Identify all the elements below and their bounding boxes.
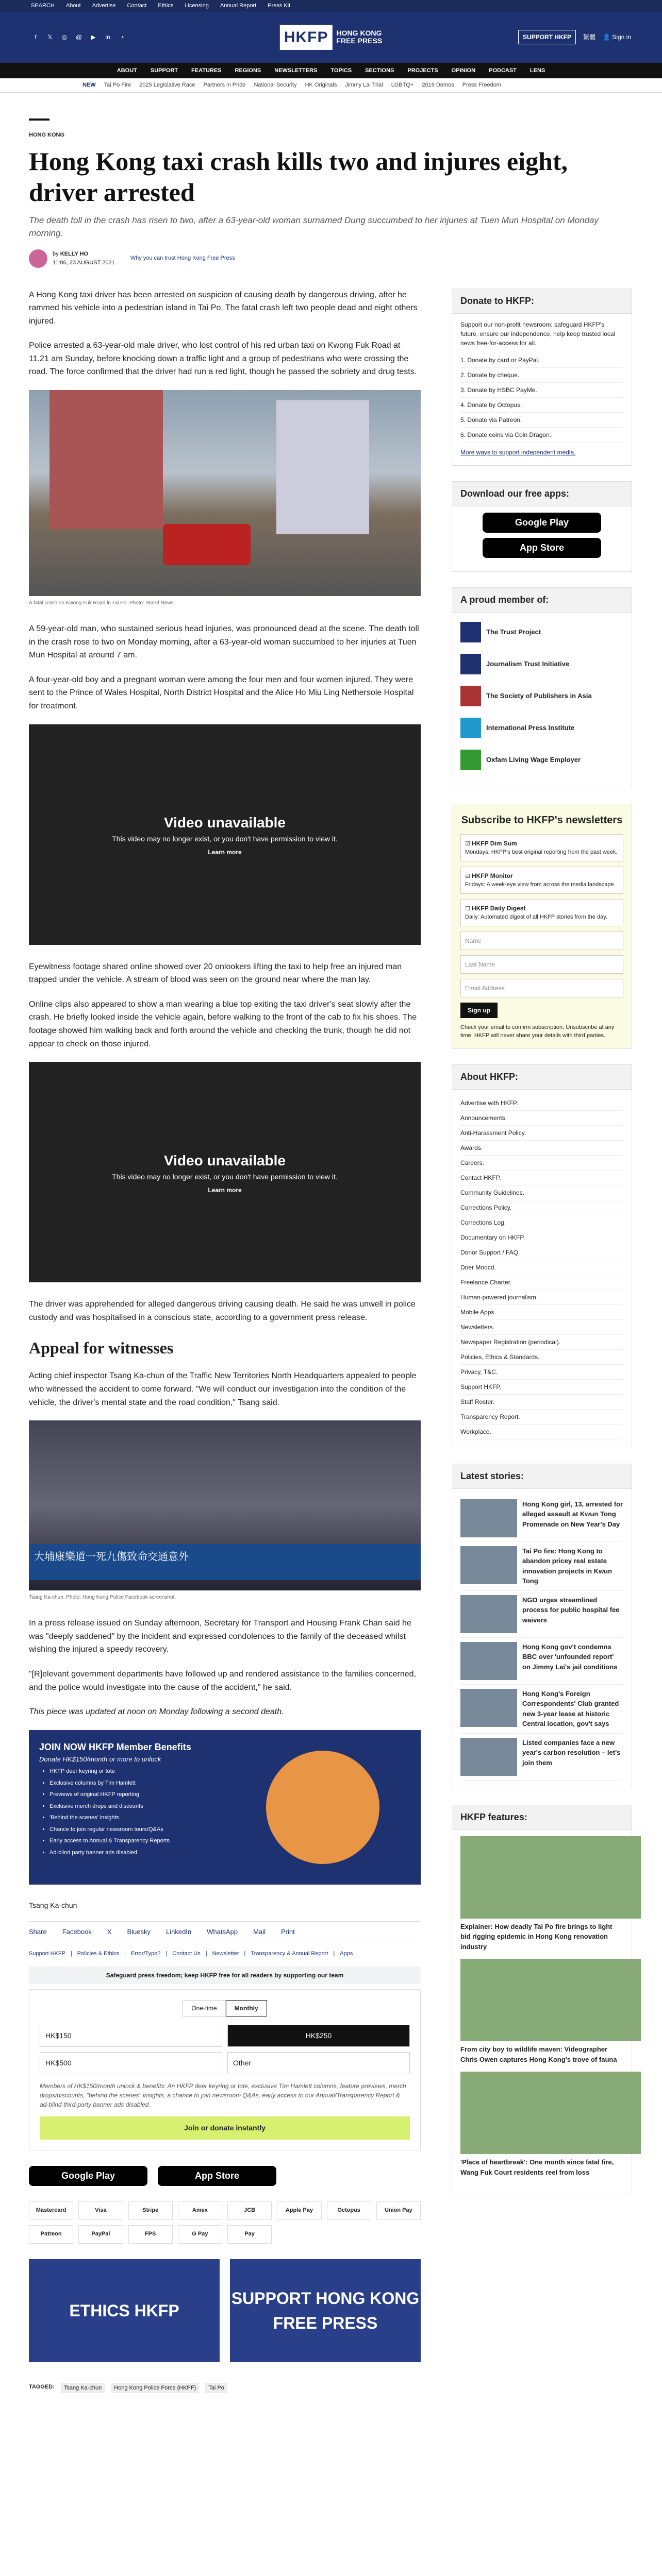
payment-methods (29, 2201, 421, 2244)
policies-link[interactable]: Policies & Ethics (77, 1951, 120, 1957)
about-link[interactable]: Announcements. (460, 1111, 623, 1126)
share-mail[interactable]: Mail (253, 1927, 266, 1936)
newsletter-note: Check your email to confirm subscription. Unsubscribe at any time. HKFP will never share your details with third parties. (460, 1024, 615, 1039)
author-signature: Tsang Ka-chun (29, 1901, 77, 1909)
about-link[interactable]: Workplace. (460, 1425, 623, 1439)
feature-title[interactable]: Explainer: How deadly Tai Po fire brings to light bid rigging epidemic in Hong Kong renovation industry (460, 1922, 613, 1951)
benefit-item: • HKFP deer keyring or tote (49, 1767, 410, 1776)
video-title: Video unavailable (163, 815, 286, 831)
photo-banner-text: 大埔康樂道一死九傷致命交通意外 (29, 1544, 421, 1580)
trending-link[interactable]: HK Originals (305, 82, 337, 89)
mastercard-icon: Mastercard (29, 2201, 73, 2220)
section-heading: Appeal for witnesses (29, 1338, 174, 1358)
latest-box (452, 1464, 632, 1789)
annual-report-link[interactable]: Annual Report (220, 2, 257, 9)
video-learn-more[interactable]: Learn more (208, 849, 242, 856)
paypal-icon: PayPal (78, 2225, 123, 2244)
membership-heading: A proud member of: (452, 588, 632, 613)
octopus-icon: Octopus (327, 2201, 371, 2220)
about-link[interactable]: Transparency Report. (460, 1410, 623, 1425)
story-thumbnail (460, 1595, 517, 1633)
about-link[interactable]: Support HKFP. (460, 1380, 623, 1395)
visa-icon: Visa (78, 2201, 123, 2220)
story-title[interactable]: Tai Po fire: Hong Kong to abandon pricey real estate innovation projects in Kwun Tong (522, 1547, 613, 1585)
facebook-icon[interactable]: f (35, 33, 37, 41)
story-thumbnail (460, 1738, 517, 1776)
main-nav (0, 63, 662, 78)
top-utility-bar (0, 0, 662, 11)
donate-option[interactable]: 5. Donate via Patreon. (460, 413, 623, 428)
about-link[interactable]: Corrections Log. (460, 1215, 623, 1230)
feature-image[interactable] (460, 1836, 641, 1919)
benefit-item: • Exclusive columns by Tim Hamlett (49, 1779, 410, 1788)
benefit-item: • Early access to Annual & Transparency Reports (49, 1837, 410, 1845)
about-link[interactable]: Documentary on HKFP. (460, 1230, 623, 1245)
member-logo[interactable] (460, 684, 623, 708)
share-print[interactable]: Print (280, 1927, 295, 1936)
gpay-icon: G Pay (178, 2225, 222, 2244)
nav-regions[interactable]: REGIONS (235, 67, 261, 74)
feature-title[interactable]: From city boy to wildlife maven: Videographer Chris Owen captures Hong Kong's trove of fauna (460, 2045, 617, 2063)
features-box (452, 1805, 632, 2194)
support-link[interactable]: Support HKFP (29, 1951, 65, 1957)
feature-image[interactable] (460, 2072, 641, 2154)
amount-other[interactable]: Other (227, 2052, 410, 2074)
share-facebook[interactable]: Facebook (62, 1927, 92, 1936)
author-name[interactable]: KELLY HO (60, 251, 89, 257)
nav-projects[interactable]: PROJECTS (407, 67, 438, 74)
about-link[interactable]: Doer Moocd. (460, 1260, 623, 1275)
story-thumbnail (460, 1642, 517, 1680)
member-name: The Society of Publishers in Asia (486, 691, 592, 700)
trending-link[interactable]: National Security (254, 82, 297, 89)
ethics-link[interactable]: Ethics (158, 2, 174, 9)
press-conference-photo (29, 1420, 421, 1590)
sidebar (452, 289, 632, 2394)
paragraph: The driver was apprehended for alleged dangerous driving causing death. He said he was unwell in police custody and was hospitalised in a conscious state, according to a government press release. (29, 1300, 416, 1322)
publish-date: 11:06, 23 AUGUST 2021 (53, 259, 115, 266)
apps-heading: Download our free apps: (452, 482, 632, 506)
donate-description: Members of HK$150/month unlock & benefits: An HKFP deer keyring or tote, exclusive Tim Hamlett columns, feature previews, merch drops/discounts, "behind the scenes" insights, a chance to join newsroom Q&As, early access to our Annual/Transparency Report & ad-blind third-party banner ads disabled. (40, 2082, 406, 2108)
contact-link[interactable]: Contact Us (172, 1951, 201, 1957)
about-heading: About HKFP: (452, 1065, 632, 1090)
about-link[interactable]: About (65, 2, 81, 9)
features-heading: HKFP features: (452, 1805, 632, 1830)
signup-button[interactable]: Sign up (460, 1003, 498, 1018)
about-link[interactable]: Human-powered journalism. (460, 1290, 623, 1305)
licensing-link[interactable]: Licensing (185, 2, 209, 9)
amount-option[interactable]: HK$150 (40, 2025, 222, 2047)
email-field[interactable]: Email Address (460, 979, 623, 997)
app-store-badges (29, 2166, 421, 2186)
donate-option[interactable]: 3. Donate by HSBC PayMe. (460, 383, 623, 398)
frequency-monthly[interactable]: Monthly (226, 2000, 267, 2016)
latest-story[interactable] (460, 1591, 623, 1638)
apps-link[interactable]: Apps (340, 1951, 353, 1957)
footer-links: Support HKFP | Policies & Ethics | Error/Typo? | Contact Us | Newsletter | Transparency & Annual Report | Apps (29, 1950, 421, 1958)
amex-icon: Amex (178, 2201, 222, 2220)
about-link[interactable]: Newspaper Registration (periodical). (460, 1335, 623, 1350)
story-thumbnail (460, 1546, 517, 1584)
trending-link[interactable]: Press Freedom (462, 82, 501, 89)
donate-option[interactable]: 1. Donate by card or PayPal. (460, 353, 623, 368)
paragraph: "[R]elevant government departments have followed up and rendered assistance to the families concerned, and the police would investigate into the cause of the accident," he said. (29, 1669, 417, 1692)
nav-support[interactable]: SUPPORT (150, 67, 178, 74)
donate-widget (29, 1989, 421, 2150)
newsletter-name: HKFP Daily Digest (471, 904, 526, 912)
promo-title: HKFP Member Benefits (89, 1741, 191, 1752)
author-avatar (29, 249, 47, 268)
feature-image[interactable] (460, 1959, 641, 2041)
benefit-item: • Previews of original HKFP reporting (49, 1790, 410, 1799)
member-logo[interactable] (460, 716, 623, 740)
signin-label: Sign in (612, 33, 631, 41)
member-logo[interactable] (460, 748, 623, 772)
member-name: The Trust Project (486, 628, 541, 636)
nav-opinion[interactable]: OPINION (451, 67, 476, 74)
story-title[interactable]: Hong Kong girl, 13, arrested for alleged assault at Kwun Tong Promenade on New Year's Day (522, 1500, 623, 1528)
nav-newsletters[interactable]: NEWSLETTERS (274, 67, 318, 74)
about-link[interactable]: Policies, Ethics & Standards. (460, 1350, 623, 1365)
video-message: This video may no longer exist, or you don't have permission to view it. (112, 835, 338, 843)
user-icon: 👤 (603, 33, 610, 41)
about-link[interactable]: Staff Roster. (460, 1395, 623, 1410)
story-thumbnail (460, 1499, 517, 1537)
logo-line-2: FREE PRESS (336, 37, 383, 45)
newsletter-box (452, 804, 632, 1049)
amount-option-selected[interactable]: HK$250 (227, 2025, 410, 2047)
signin-link[interactable] (603, 32, 631, 42)
about-link[interactable]: Mobile Apps. (460, 1305, 623, 1320)
promo-subtitle: Donate HK$150/month or more to unlock (39, 1755, 161, 1763)
about-box (452, 1064, 632, 1448)
member-name: Journalism Trust Initiative (486, 659, 570, 668)
paragraph: Police arrested a 63-year-old male driver, who lost control of his red urban taxi on Kwong Fuk Road at 11.21 am Sunday, before knocking down a traffic light and a group of pedestrians who were crossing the road. The force confirmed that the driver had run a red light, though he passed the sobriety and drug tests. (29, 341, 417, 377)
video-learn-more[interactable]: Learn more (208, 1186, 242, 1194)
advertise-link[interactable]: Advertise (92, 2, 116, 9)
stripe-icon: Stripe (128, 2201, 173, 2220)
member-logo[interactable] (460, 620, 623, 645)
video-message: This video may no longer exist, or you don't have permission to view it. (112, 1172, 338, 1181)
error-link[interactable]: Error/Typo? (130, 1951, 161, 1957)
photo-caption: A fatal crash on Kwong Fuk Road in Tai Po. Photo: Stand News. (29, 600, 175, 606)
newsletter-desc: Mondays: HKFP's best original reporting from the past week. (465, 849, 618, 855)
share-linkedin[interactable]: LinkedIn (166, 1927, 192, 1936)
name-field[interactable]: Name (460, 931, 623, 950)
donate-button[interactable]: Join or donate instantly (40, 2116, 410, 2140)
newsletter-link[interactable]: Newsletter (212, 1951, 239, 1957)
trending-link[interactable]: Jimmy Lai Trial (345, 82, 383, 89)
rss-icon[interactable]: ◔ (120, 33, 124, 41)
nav-podcast[interactable]: PODCAST (489, 67, 517, 74)
paragraph: A Hong Kong taxi driver has been arrested on suspicion of causing death by dangerous driving, after he rammed his vehicle into a pedestrian island in Tai Po. The fatal crash left two people dead and eight others injured. (29, 290, 418, 326)
paragraph: Online clips also appeared to show a man wearing a blue top exiting the taxi driver's seat slowly after the crash. He briefly looked inside the vehicle again, before walking to the front of the cab to fix his shoes. The footage showed him walking back and forth around the vehicle and checking the trunk, though he did not appear to check on those injured. (29, 999, 417, 1048)
jcb-icon: JCB (227, 2201, 272, 2220)
byline (29, 249, 633, 268)
logo-mark: HKFP (280, 25, 333, 50)
trending-link[interactable]: 2019 Demos (422, 82, 454, 89)
promo-ads (29, 2259, 421, 2362)
app-store-badge[interactable]: App Store (483, 538, 601, 558)
latest-story[interactable] (460, 1638, 623, 1685)
nav-about[interactable]: ABOUT (117, 67, 137, 74)
instagram-icon[interactable]: ◎ (61, 33, 68, 41)
trending-link[interactable]: 2025 Legislative Race (139, 82, 195, 89)
nav-features[interactable]: FEATURES (191, 67, 222, 74)
site-header (0, 11, 662, 63)
story-thumbnail (460, 1689, 517, 1727)
unionpay-icon: Union Pay (376, 2201, 421, 2220)
about-link[interactable]: Anti-Harassment Policy. (460, 1126, 623, 1141)
safeguard-banner[interactable]: Safeguard press freedom; keep HKFP free for all readers by supporting our team (29, 1967, 421, 1984)
newsletter-name: HKFP Monitor (471, 872, 513, 879)
apps-box (452, 481, 632, 572)
video-title: Video unavailable (163, 1152, 286, 1168)
nav-sections[interactable]: SECTIONS (365, 67, 394, 74)
video-embed[interactable] (29, 724, 421, 945)
latest-story[interactable] (460, 1685, 623, 1734)
newsletter-option[interactable] (460, 834, 623, 861)
social-links (31, 32, 127, 42)
member-benefits-promo[interactable] (29, 1730, 421, 1885)
paragraph: In a press release issued on Sunday afternoon, Secretary for Transport and Housing Frank Chan said he was "deeply saddened" by the incident and expressed condolences to the family of the deceased whilst wishing the injured a speedy recovery. (29, 1619, 411, 1654)
paragraph: Eyewitness footage shared online showed over 20 onlookers lifting the taxi to help free an injured man trapped under the vehicle. A stream of blood was seen on the ground near where the man lay. (29, 962, 402, 985)
article-lede: The death toll in the crash has risen to two, after a 63-year-old woman surnamed Dung succumbed to her injuries at Tuen Mun Hospital on Monday morning. (29, 215, 599, 238)
contact-link[interactable]: Contact (127, 2, 147, 9)
donate-option[interactable]: 2. Donate by cheque. (460, 368, 623, 383)
update-note: This piece was updated at noon on Monday following a second death. (29, 1707, 284, 1717)
membership-box (452, 587, 632, 788)
paragraph: A four-year-old boy and a pregnant woman were among the four men and four women injured. They were sent to the Prince of Wales Hospital, North District Hospital and the Alice Ho Miu Ling Nethersole Hospital for treatment. (29, 675, 414, 711)
story-title[interactable]: Hong Kong's Foreign Correspondents' Club granted new 3-year lease at historic Central location, gov't says (522, 1689, 619, 1727)
donate-option[interactable]: 4. Donate by Octopus. (460, 398, 623, 413)
article-category[interactable]: HONG KONG (29, 132, 65, 138)
video-embed[interactable] (29, 1062, 421, 1282)
share-x[interactable]: X (107, 1927, 112, 1936)
trending-link[interactable]: LGBTQ+ (391, 82, 414, 89)
about-link[interactable]: Donor Support / FAQ. (460, 1245, 623, 1260)
story-title[interactable]: Hong Kong gov't condemns BBC over 'unfounded report' on Jimmy Lai's jail conditions (522, 1642, 618, 1671)
tag[interactable]: Tsang Ka-chun (61, 2383, 105, 2394)
share-bluesky[interactable]: Bluesky (127, 1927, 151, 1936)
share-label: Share (29, 1927, 47, 1936)
language-toggle[interactable]: 繁體 (583, 33, 595, 41)
about-link[interactable]: Careers. (460, 1156, 623, 1171)
latest-heading: Latest stories: (452, 1464, 632, 1489)
about-link[interactable]: Freelance Charter. (460, 1275, 623, 1290)
trending-bar (0, 78, 662, 93)
benefit-item: • Exclusive merch drops and discounts (49, 1802, 410, 1811)
paragraph: A 59-year-old man, who sustained serious head injuries, was pronounced dead at the scene. The death toll in the crash rose to two on Monday morning, after a 63-year-old woman succumbed to her injuries at Tuen Mun Hospital at around 7 am. (29, 624, 419, 660)
tags-row (29, 2383, 421, 2394)
donate-box (452, 289, 632, 466)
newsletter-heading: Subscribe to HKFP's newsletters (461, 814, 623, 826)
support-ad[interactable]: SUPPORT HONG KONG FREE PRESS (230, 2259, 421, 2362)
about-link[interactable]: Contact HKFP. (460, 1171, 623, 1185)
latest-story[interactable] (460, 1495, 623, 1542)
join-now-label[interactable]: JOIN NOW (39, 1741, 87, 1752)
checkbox-icon[interactable]: ☑ (465, 873, 470, 879)
youtube-icon[interactable]: ▶ (91, 33, 96, 41)
article-title: Hong Kong taxi crash kills two and injures eight, driver arrested (29, 146, 568, 207)
share-whatsapp[interactable]: WhatsApp (207, 1927, 238, 1936)
story-title[interactable]: Listed companies face a new year's carbon resolution – let's join them (522, 1738, 621, 1767)
pay-icon: Pay (227, 2225, 272, 2244)
patreon-icon: Patreon (29, 2225, 73, 2244)
more-ways-link[interactable]: More ways to support independent media. (460, 448, 576, 456)
fps-icon: FPS (128, 2225, 173, 2244)
transparency-link[interactable]: Transparency & Annual Report (251, 1951, 328, 1957)
support-button[interactable]: SUPPORT HKFP (518, 30, 576, 44)
newsletter-name: HKFP Dim Sum (471, 839, 517, 847)
tag[interactable]: Tai Po (205, 2383, 227, 2394)
trust-link[interactable]: Why you can trust Hong Kong Free Press (130, 255, 235, 262)
newsletter-desc: Daily: Automated digest of all HKFP stories from the day. (465, 914, 607, 920)
deer-mascot-image (266, 1751, 379, 1864)
google-play-badge[interactable]: Google Play (483, 513, 601, 533)
photo-caption: Tsang Ka-chun. Photo: Hong Kong Police Facebook screenshot. (29, 1595, 176, 1601)
donate-heading: Donate to HKFP: (452, 289, 632, 314)
member-logo[interactable] (460, 652, 623, 676)
nav-topics[interactable]: TOPICS (330, 67, 352, 74)
tag[interactable]: Hong Kong Police Force (HKPF) (111, 2383, 199, 2394)
frequency-one-time[interactable]: One-time (183, 2000, 225, 2016)
about-link[interactable]: Community Guidelines. (460, 1185, 623, 1200)
benefit-item: • Chance to join regular newsroom tours/Q&As (49, 1825, 410, 1834)
benefit-item: • 'Behind the scenes' insights (49, 1814, 410, 1822)
about-link[interactable]: Newsletters. (460, 1320, 623, 1335)
about-link[interactable]: Advertise with HKFP. (460, 1096, 623, 1111)
x-icon[interactable]: 𝕏 (47, 33, 53, 41)
newsletter-desc: Fridays: A week-eye view from across the media landscape. (465, 882, 616, 888)
by-label: by (53, 251, 59, 257)
latest-story[interactable] (460, 1542, 623, 1591)
member-name: Oxfam Living Wage Employer (486, 755, 581, 764)
tagged-label: TAGGED: (29, 2383, 55, 2390)
benefit-item: • Ad-blind party banner ads disabled (49, 1849, 410, 1857)
about-link[interactable]: Corrections Policy. (460, 1200, 623, 1215)
about-link[interactable]: Awards. (460, 1141, 623, 1156)
latest-story[interactable] (460, 1734, 623, 1781)
donate-text: Support our non-profit newsroom: safeguard HKFP's future, ensure our independence, help keep trusted local news free-for-access for all. (460, 320, 616, 347)
ethics-ad[interactable]: ETHICS HKFP (29, 2259, 220, 2362)
google-play-badge[interactable]: Google Play (29, 2166, 147, 2186)
logo-line-1: HONG KONG (336, 28, 382, 37)
paragraph: Acting chief inspector Tsang Ka-chun of the Traffic New Territories North Headquarters appealed to people who witnessed the accident to come forward. "We will conduct our investigation into the condition of the vehicle, the driver's mental state and the road condition," Tsang said. (29, 1371, 417, 1407)
press-kit-link[interactable]: Press Kit (268, 2, 291, 9)
share-bar (29, 1921, 421, 1943)
story-title[interactable]: NGO urges streamlined process for public hospital fee waivers (522, 1596, 620, 1624)
search-link[interactable]: SEARCH (31, 2, 55, 9)
feature-title[interactable]: 'Place of heartbreak': One month since fatal fire, Wang Fuk Court residents reel from loss (460, 2158, 614, 2176)
last-name-field[interactable]: Last Name (460, 955, 623, 974)
article-body (29, 289, 421, 2394)
site-logo[interactable] (280, 25, 382, 50)
app-store-badge[interactable]: App Store (158, 2166, 276, 2186)
linkedin-icon[interactable]: in (105, 33, 110, 41)
new-label: NEW (82, 82, 96, 89)
apple-pay-icon: Apple Pay (277, 2201, 321, 2220)
trending-link[interactable]: Partners in Pride (203, 82, 246, 89)
nav-lens[interactable]: LENS (529, 67, 545, 74)
amount-option[interactable]: HK$500 (40, 2052, 222, 2074)
threads-icon[interactable]: @ (75, 33, 82, 41)
crash-photo (29, 390, 421, 596)
checkbox-icon[interactable]: ☐ (465, 905, 470, 912)
newsletter-option[interactable] (460, 867, 623, 894)
title-rule (29, 118, 49, 121)
about-link[interactable]: Privacy, T&C. (460, 1365, 623, 1380)
newsletter-option[interactable] (460, 899, 623, 926)
checkbox-icon[interactable]: ☑ (465, 840, 470, 847)
member-name: International Press Institute (486, 723, 575, 732)
trending-link[interactable]: Tai Po Fire (104, 82, 131, 89)
donate-option[interactable]: 6. Donate coins via Coin Dragon. (460, 428, 623, 443)
